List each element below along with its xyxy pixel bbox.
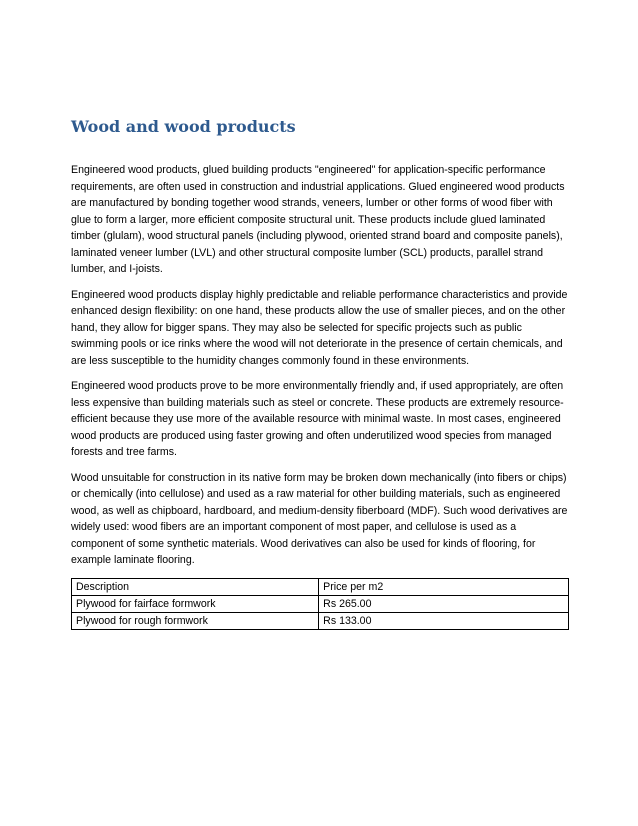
table-cell-price: Rs 265.00 [319, 595, 569, 612]
page-title: Wood and wood products [71, 117, 296, 136]
price-table [71, 578, 569, 630]
table-cell-description: Plywood for rough formwork [72, 612, 319, 629]
table-header-price: Price per m2 [319, 578, 569, 595]
table-row [72, 612, 569, 629]
table-header-description: Description [72, 578, 319, 595]
table-cell-price: Rs 133.00 [319, 612, 569, 629]
paragraph-3: Engineered wood products prove to be more environmentally friendly and, if used appropriately, are often less expensive than building materials such as steel or concrete. These products are extremely resource-efficient because they use more of the available resource with minimal waste. In most cases, engineered wood products are produced using faster growing and often underutilized wood species from managed forests and tree farms. [71, 380, 564, 458]
document-content [71, 116, 571, 630]
table-row [72, 595, 569, 612]
paragraph-1: Engineered wood products, glued building products "engineered" for application-specific performance requirements, are often used in construction and industrial applications. Glued engineered wood products are manufactured by bonding together wood strands, veneers, lumber or other forms of wood fiber with glue to form a larger, more efficient composite structural unit. These products include glued laminated timber (glulam), wood structural panels (including plywood, oriented strand board and composite panels), laminated veneer lumber (LVL) and other structural composite lumber (SCL) products, parallel strand lumber, and I-joists. [71, 164, 565, 275]
table-header-row [72, 578, 569, 595]
paragraph-2: Engineered wood products display highly predictable and reliable performance characteristics and provide enhanced design flexibility: on one hand, these products allow the use of smaller pieces, and on the other hand, they allow for bigger spans. They may also be selected for specific projects such as public swimming pools or ice rinks where the wood will not deteriorate in the presence of certain chemicals, and are less susceptible to the humidity changes commonly found in these environments. [71, 288, 568, 367]
table-cell-description: Plywood for fairface formwork [72, 595, 319, 612]
paragraph-4: Wood unsuitable for construction in its native form may be broken down mechanically (into fibers or chips) or chemically (into cellulose) and used as a raw material for other building materials, such as engineered wood, as well as chipboard, hardboard, and medium-density fiberboard (MDF). Such wood derivatives are widely used: wood fibers are an important component of most paper, and cellulose is used as a component of some synthetic materials. Wood derivatives can also be used for kinds of flooring, for example laminate flooring. [71, 471, 568, 566]
